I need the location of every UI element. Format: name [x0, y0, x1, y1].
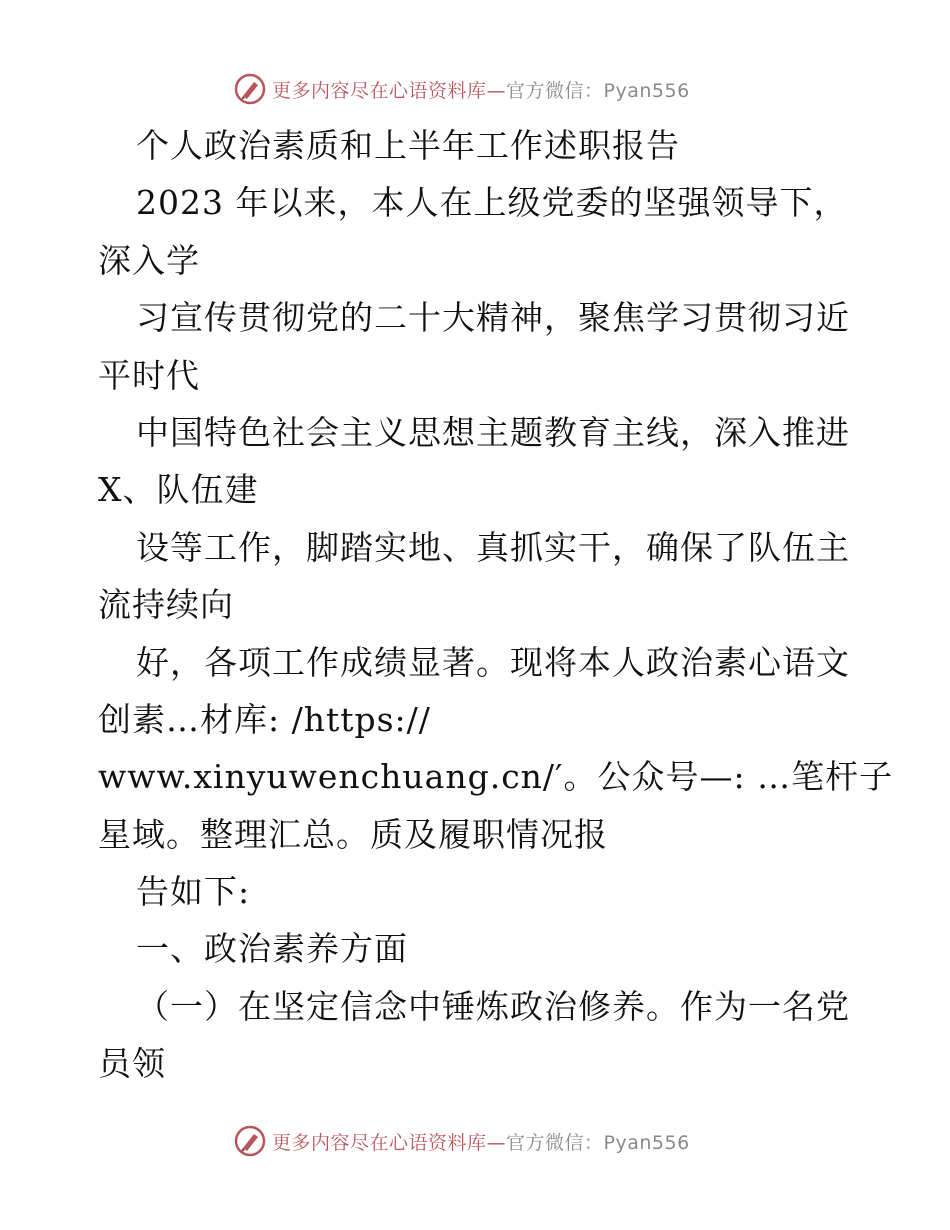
watermark-banner-top: [234, 72, 690, 106]
paragraph-line: 流持续向: [98, 585, 234, 625]
watermark-text: 更多内容尽在心语资料库—官方微信：Pyan556: [272, 79, 690, 102]
section-heading: 一、政治素养方面: [136, 929, 408, 969]
watermark-text: 更多内容尽在心语资料库—官方微信：Pyan556: [272, 1131, 690, 1154]
pen-logo-icon: [234, 1125, 266, 1157]
paragraph-line: 告如下:: [136, 872, 251, 912]
paragraph-line: 2023 年以来，本人在上级党委的坚强领导下，: [136, 183, 848, 223]
paragraph-line: X、队伍建: [98, 470, 259, 510]
pen-logo-icon: [234, 73, 266, 105]
paragraph-line: 习宣传贯彻党的二十大精神，聚焦学习贯彻习近: [136, 298, 850, 338]
watermark-banner-bottom: [234, 1124, 690, 1158]
paragraph-line: 星域。整理汇总。质及履职情况报: [98, 814, 608, 854]
paragraph-line: 创素…材库: /https://: [98, 699, 431, 739]
document-body: [98, 117, 894, 1093]
subsection-heading: （一）在坚定信念中锤炼政治修养。作为一名党: [136, 986, 850, 1026]
paragraph-line: 员领: [98, 1044, 166, 1084]
paragraph-line: 设等工作，脚踏实地、真抓实干，确保了队伍主: [136, 527, 850, 567]
document-title: 个人政治素质和上半年工作述职报告: [136, 126, 680, 165]
paragraph-line: 深入学: [98, 240, 200, 280]
paragraph-line: www.xinyuwenchuang.cn/′。公众号—: …笔杆子: [98, 757, 894, 797]
paragraph-line: 平时代: [98, 355, 200, 395]
paragraph-line: 好，各项工作成绩显著。现将本人政治素心语文: [136, 642, 850, 682]
paragraph-line: 中国特色社会主义思想主题教育主线，深入推进: [136, 412, 850, 452]
